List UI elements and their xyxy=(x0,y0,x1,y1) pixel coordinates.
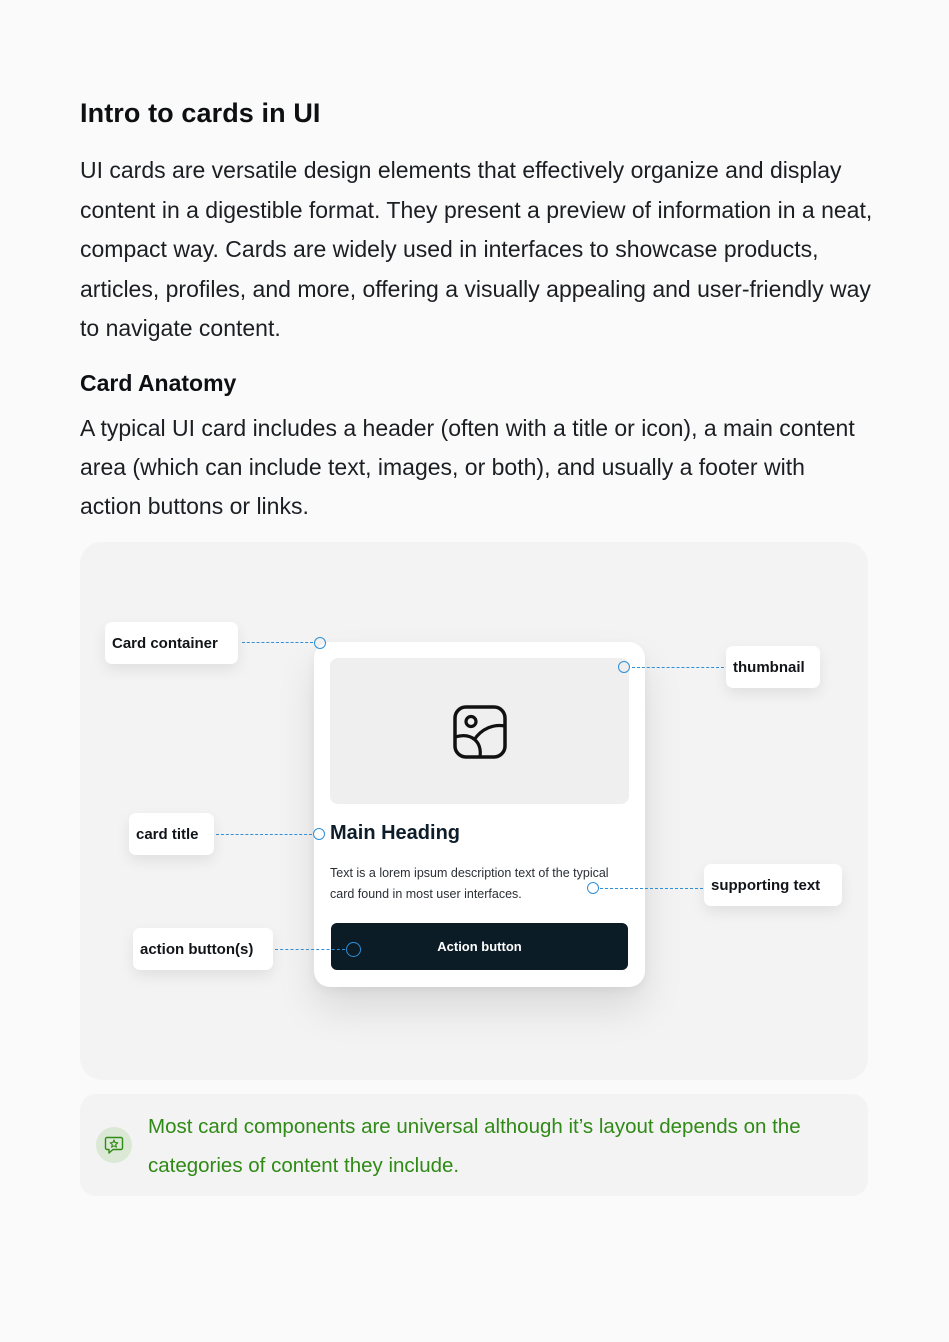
star-chat-bubble-icon xyxy=(104,1135,124,1155)
card-thumbnail xyxy=(330,658,629,804)
marker-supporting-text xyxy=(587,882,599,894)
page-title: Intro to cards in UI xyxy=(80,98,321,128)
section-heading-card-anatomy: Card Anatomy xyxy=(80,370,237,396)
card-anatomy-diagram xyxy=(80,542,868,1080)
anatomy-paragraph: A typical UI card includes a header (often with a title or icon), a main content area (which can include text, images, or both), and usually a footer with action buttons or links. xyxy=(80,415,855,519)
marker-card-title xyxy=(313,828,325,840)
connector-supporting-text xyxy=(600,888,703,889)
label-action-buttons: action button(s) xyxy=(133,928,273,970)
sample-card xyxy=(314,642,645,987)
connector-card-title xyxy=(216,834,312,835)
image-icon xyxy=(452,704,508,760)
label-card-container: Card container xyxy=(105,622,238,664)
connector-action-buttons xyxy=(275,949,345,950)
callout-text: Most card components are universal although it’s layout depends on the categories of content they include. xyxy=(148,1115,801,1177)
callout-icon-wrap xyxy=(96,1127,132,1163)
card-supporting-text: Text is a lorem ipsum description text of the typical card found in most user interfaces. xyxy=(330,866,609,901)
info-callout xyxy=(80,1094,868,1196)
connector-card-container xyxy=(242,642,313,643)
label-supporting-text: supporting text xyxy=(704,864,842,906)
label-thumbnail: thumbnail xyxy=(726,646,820,688)
connector-thumbnail xyxy=(632,667,724,668)
marker-thumbnail xyxy=(618,661,630,673)
card-title: Main Heading xyxy=(330,822,461,844)
intro-paragraph: UI cards are versatile design elements that effectively organize and display content in a digestible format. They present a preview of information in a neat, compact way. Cards are widely used in interfaces to showcase products, articles, profiles, and more, offering a visually appealing and user-friendly way to navigate content. xyxy=(80,157,873,342)
marker-card-container xyxy=(314,637,326,649)
marker-action-buttons xyxy=(346,942,361,957)
card-action-button[interactable]: Action button xyxy=(331,923,628,970)
label-card-title: card title xyxy=(129,813,214,855)
